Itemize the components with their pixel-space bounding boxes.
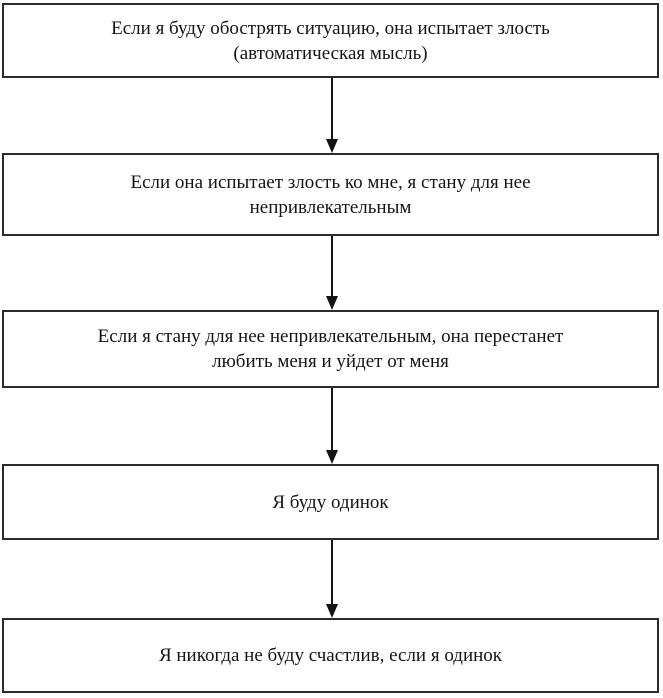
- arrow-connector-4: [325, 540, 338, 618]
- arrow-down-icon: [326, 604, 338, 618]
- arrow-shaft: [331, 236, 333, 296]
- flowchart-box-2: [2, 153, 659, 236]
- box-text-line: любить меня и уйдет от меня: [212, 351, 449, 372]
- box-text-line: (автоматическая мысль): [233, 42, 428, 64]
- arrow-down-icon: [326, 139, 338, 153]
- arrow-connector-2: [325, 236, 338, 310]
- flowchart-box-5: [2, 618, 659, 693]
- box-text-line: Если я стану для нее непривлекательным, она перестанет: [97, 326, 564, 347]
- box-text-line: Я буду одинок: [272, 491, 389, 513]
- arrow-down-icon: [326, 450, 338, 464]
- arrow-shaft: [331, 388, 333, 450]
- box-text-line: Я никогда не буду счастлив, если я одинок: [158, 645, 503, 666]
- box-text-line: Если я буду обострять ситуацию, она испытает злость: [111, 17, 550, 39]
- box-text-line: Если она испытает злость ко мне, я стану для нее: [130, 171, 531, 193]
- arrow-shaft: [331, 540, 333, 604]
- flowchart-box-3: [2, 310, 659, 388]
- arrow-down-icon: [326, 296, 338, 310]
- arrow-connector-3: [325, 388, 338, 464]
- flowchart-box-1: [2, 3, 659, 78]
- arrow-connector-1: [325, 78, 338, 153]
- arrow-shaft: [331, 78, 333, 139]
- box-text-line: непривлекательным: [249, 196, 412, 218]
- flowchart-box-4: [2, 464, 659, 540]
